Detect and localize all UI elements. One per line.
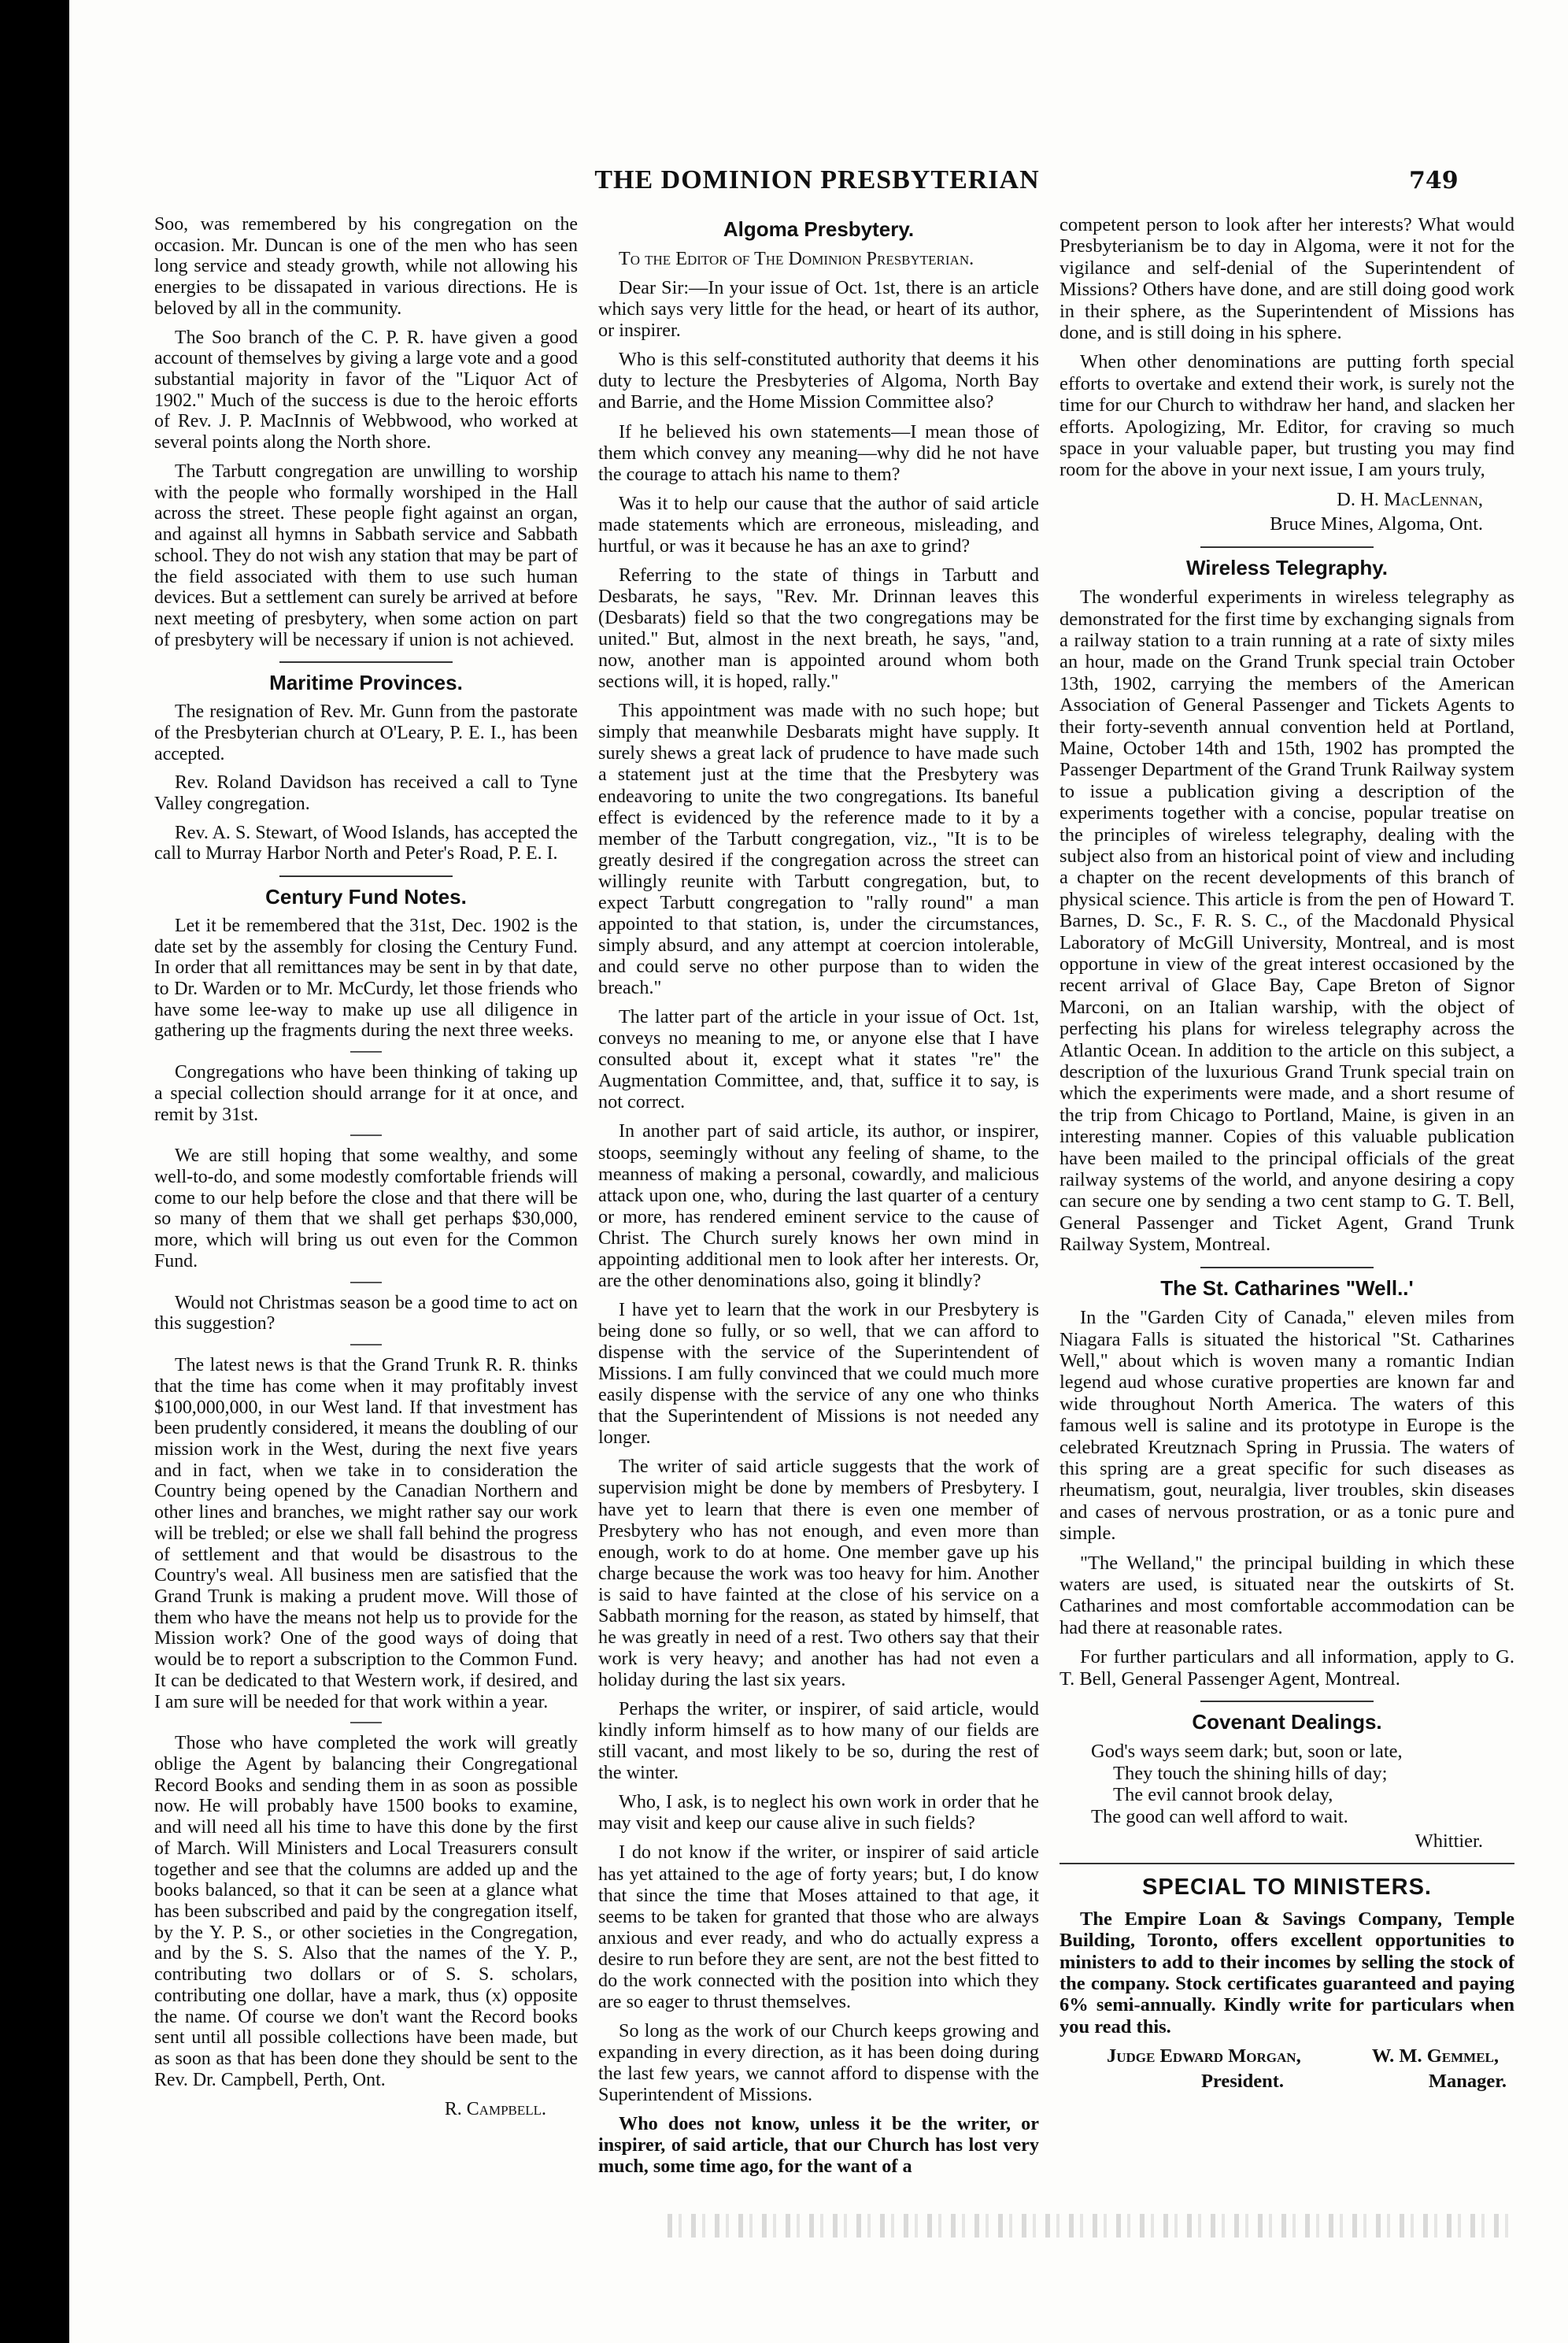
scan-noise: [668, 2214, 1510, 2238]
section-heading: SPECIAL TO MINISTERS.: [1142, 1875, 1432, 1901]
paragraph: The wonderful experiments in wireless telegraphy as demonstrated for the first time by exchanging signals from a railway station to a train running at a rate of sixty miles an hour, made on the Grand Trunk special train October 13th, 1902, carrying the members of the American Association of General Passenger and Tickets Agents to their forty-seventh annual convention held at Portland, Maine, October 14th and 15th, 1902 has prompted the Passenger Department of the Grand Trunk Railway system to issue a publication giving a description of the experiments together with a concise, popular treatise on the principles of wireless telegraphy, dealing with the subject also from an historical point of view and including a chapter on the recent developments of this branch of physical science. This article is from the pen of Howard T. Barnes, D. Sc., F. R. S. C., of the Macdonald Physical Laboratory of McGill University, Montreal, and is most opportune in view of the great interest occasioned by the recent arrival of Glace Bay, Cape Breton of Signor Marconi, on an Italian warship, with the object of perfecting his plans for wireless telegraphy across the Atlantic Ocean. In addition to the article on this subject, a description of the luxurious Grand Trunk special train on which the experiments were made, and a short resume of the trip from Chicago to Portland, Maine, is given in an interesting manner. Copies of this valuable publication have been mailed to the principal officials of the great railway systems of the world, and anyone desiring a copy can secure one by sending a two cent stamp to G. T. Bell, General Passenger and Ticket Agent, Grand Trunk Railway System, Montreal.: [1060, 587, 1514, 1256]
paragraph: Perhaps the writer, or inspirer, of said article, would kindly inform himself as to how many of our fields are still vacant, and most likely to be so, during the rest of the winter.: [598, 1698, 1039, 1784]
separator: [350, 1344, 382, 1345]
column-2: [598, 214, 1039, 2185]
paragraph: For further particulars and all information, apply to G. T. Bell, General Passenger Agent, Montreal.: [1060, 1646, 1514, 1690]
letter-place: Bruce Mines, Algoma, Ont.: [1270, 513, 1483, 535]
paragraph: I do not know if the writer, or inspirer of said article has yet attained to the age of forty years; but, I do know that since the time that Moses attained to that age, it seems to be taken for granted that those who are always anxious and ever ready, and who do actually express a desire to run before they are sent, are not the best fitted to do the work connected with the position into which they are so eager to thrust themselves.: [598, 1841, 1039, 2012]
poem-line: God's ways seem dark; but, soon or late,: [1091, 1741, 1403, 1763]
salutation: To the Editor of The Dominion Presbyterian.: [619, 248, 974, 270]
section-heading: Century Fund Notes.: [265, 885, 467, 909]
separator: [350, 1134, 382, 1136]
section-heading: Algoma Presbytery.: [723, 217, 915, 241]
paragraph: Referring to the state of things in Tarbutt and Desbarats, he says, "Rev. Mr. Drinnan leaves this (Desbarats) field so that the two congregations may be united." But, almost in the next breath, he says, "and, now, another man is appointed around whom both sections will, it is hoped, rally.": [598, 564, 1039, 693]
paragraph: Rev. A. S. Stewart, of Wood Islands, has accepted the call to Murray Harbor North and Peter's Road, P. E. I.: [154, 822, 578, 864]
section-rule: [1200, 1267, 1374, 1268]
paragraph: The resignation of Rev. Mr. Gunn from the pastorate of the Presbyterian church at O'Leary, P. E. I., has been accepted.: [154, 701, 578, 764]
paragraph: The Tarbutt congregation are unwilling to worship with the people who formally worshiped in the Hall across the street. These people fight against an organ, and against all hymns in Sabbath service and Sabbath school. They do not wish any station that may be part of the field associated with them to use such human devices. But a settlement can surely be arrived at before next meeting of presbytery, when some action on part of presbytery will be necessary if union is not achieved.: [154, 461, 578, 650]
section-heading: Covenant Dealings.: [1192, 1710, 1382, 1734]
letter-signature: D. H. MacLennan,: [1337, 488, 1483, 510]
paragraph: When other denominations are putting forth special efforts to overtake and extend their work, is surely not the time for our Church to withdraw her hand, and slacken her efforts. Apologizing, Mr. Editor, for craving so much space in your valuable paper, but trusting you may find room for the above in your next issue, I am yours truly,: [1060, 351, 1514, 481]
section-rule: [279, 661, 453, 663]
paragraph: Soo, was remembered by his congregation on the occasion. Mr. Duncan is one of the men who has seen long service and steady growth, while not allowing his energies to be dissapated in various directions. He is beloved by all in the community.: [154, 214, 578, 319]
paragraph: This appointment was made with no such hope; but simply that meanwhile Desbarats might have supply. It surely shews a great lack of prudence to have made such a statement just at the time that the Presbytery was endeavoring to unite the two congregations. Its baneful effect is evidenced by the reference made to it by a member of the Tarbutt congregation, viz., "It is to be greatly desired if the congregation across the street can willingly reunite with Tarbutt congregation, but, to expect Tarbutt congregation to "rally round" a man appointed to that station, is, under the circumstances, simply absurd, and any attempt at coercion intolerable, and could serve no other purpose than to widen the breach.": [598, 700, 1039, 999]
signature: R. Campbell.: [444, 2098, 546, 2119]
paragraph: Who is this self-constituted authority that deems it his duty to lecture the Presbyteries of Algoma, North Bay and Barrie, and the Home Mission Committee also?: [598, 349, 1039, 413]
poem-line: The evil cannot brook delay,: [1113, 1784, 1333, 1806]
paragraph: In the "Garden City of Canada," eleven miles from Niagara Falls is situated the historical "St. Catharines Well," about which is woven many a romantic Indian legend aud whose curative properties are known far and wide throughout North America. The waters of this famous well is saline and its prototype in Europe is the celebrated Kreutznach Spring in Prussia. The waters of this spring are a great specific for such diseases as rheumatism, gout, neuralgia, liver troubles, skin diseases and cases of nervous prostration, or as a tonic pure and simple.: [1060, 1307, 1514, 1545]
paragraph: competent person to look after her interests? What would Presbyterianism be to day in Algoma, were it not for the vigilance and self-denial of the Superintendent of Missions? Others have done, and are still doing good work in their sphere, as the Superintendent of Missions has done, and is still doing in his sphere.: [1060, 214, 1514, 344]
signatory-title: Manager.: [1428, 2070, 1507, 2092]
running-title: THE DOMINION PRESBYTERIAN: [594, 165, 1040, 194]
poem-line: The good can well afford to wait.: [1091, 1805, 1348, 1827]
paragraph: "The Welland," the principal building in which these waters are used, is situated near the outskirts of St. Catharines and most comfortable accommodation can be had there at reasonable rates.: [1060, 1552, 1514, 1638]
scan-edge: [0, 0, 69, 2343]
column-3: [1060, 214, 1514, 2092]
paragraph: The latter part of the article in your issue of Oct. 1st, conveys no meaning to me, or anyone else that I have consulted about it, except what it states "re" the Augmentation Committee, and, that, suffice it to say, is not correct.: [598, 1006, 1039, 1113]
paragraph: Congregations who have been thinking of taking up a special collection should arrange for it at once, and remit by 31st.: [154, 1062, 578, 1125]
paragraph: Let it be remembered that the 31st, Dec. 1902 is the date set by the assembly for closing the Century Fund. In order that all remittances may be sent in by that date, to Dr. Warden or to Mr. McCurdy, let those friends who have some lee-way to make up use all diligence in gathering up the fragments during the next three weeks.: [154, 915, 578, 1042]
signatory-name: Judge Edward Morgan,: [1107, 2045, 1301, 2067]
section-rule: [1200, 1701, 1374, 1702]
paragraph: Who does not know, unless it be the writer, or inspirer, of said article, that our Church has lost very much, some time ago, for the want of a: [598, 2113, 1039, 2178]
paragraph: Rev. Roland Davidson has received a call to Tyne Valley congregation.: [154, 772, 578, 814]
signatories: [1060, 2045, 1514, 2067]
section-heading: Wireless Telegraphy.: [1185, 555, 1388, 579]
section-heading: Maritime Provinces.: [269, 671, 463, 695]
section-rule: [279, 875, 453, 877]
paragraph: So long as the work of our Church keeps growing and expanding in every direction, as it has been doing during the last few years, we cannot afford to dispense with the Superintendent of Missions.: [598, 2019, 1039, 2106]
paragraph: Who, I ask, is to neglect his own work in order that he may visit and keep our cause alive in such fields?: [598, 1791, 1039, 1834]
separator: [350, 1051, 382, 1053]
paragraph: The latest news is that the Grand Trunk R. R. thinks that the time has come when it may profitably invest $100,000,000, in our West land. If that investment has been prudently considered, it means the doubling of our mission work in the West, during the next five years and in fact, when we take in to consideration the Country being opened by the Canadian Northern and other lines and branches, we might rather say our work will be trebled; or else we shall fall behind the progress of settlement and that would be disastrous to the Country's weal. All business men are satisfied that the Grand Trunk is making a prudent move. Will those of them who have the means not help us to provide for the Mission work? One of the good ways of doing that would be to report a subscription to the Common Fund. It can be dedicated to that Western work, if desired, and I am sure will be needed for that work within a year.: [154, 1355, 578, 1712]
paragraph: I have yet to learn that the work in our Presbytery is being done so fully, or so well, that we can afford to dispense with the service of the Superintendent of Missions. I am fully convinced that we could much more easily dispense with the service of any one who thinks that the Superintendent of Missions is not needed any longer.: [598, 1298, 1039, 1449]
paragraph: Would not Christmas season be a good time to act on this suggestion?: [154, 1292, 578, 1334]
paragraph: Dear Sir:—In your issue of Oct. 1st, there is an article which says very little for the head, or heart of its author, or inspirer.: [598, 277, 1039, 342]
paragraph: The Soo branch of the C. P. R. have given a good account of themselves by giving a large vote and a good substantial majority in favor of the "Liquor Act of 1902." Much of the success is due to the heroic efforts of Rev. J. P. MacInnis of Webbwood, who worked at several points along the North shore.: [154, 327, 578, 453]
column-1: [154, 214, 578, 2119]
signatory-name: W. M. Gemmel,: [1371, 2045, 1499, 2067]
section-rule: [1060, 1863, 1514, 1864]
paragraph: We are still hoping that some wealthy, and some well-to-do, and some modestly comfortable friends will come to our help before the close and that there will be so many of them that we shall get perhaps $30,000, more, which will bring us out even for the Common Fund.: [154, 1146, 578, 1271]
poem: [1091, 1741, 1514, 1827]
separator: [350, 1722, 382, 1723]
section-heading: The St. Catharines "Well..': [1160, 1275, 1414, 1300]
paragraph: If he believed his own statements—I mean those of them which convey any meaning—why did he not have the courage to attach his name to them?: [598, 420, 1039, 485]
paragraph: Those who have completed the work will greatly oblige the Agent by balancing their Congregational Record Books and sending them in as soon as possible now. He will probably have 1500 books to examine, and will need all his time to have this done by the first of March. Will Ministers and Local Treasurers consult together and see that the columns are added up and the books balanced, so that it can be seen at a glance what has been subscribed and paid by the congregation itself, by the Y. P. S., or other societies in the Congregation, and by the S. S. Also that the names of the Y. P., contributing two dollars or of S. S. scholars, contributing one dollar, have a mark, thus (x) opposite the name. Of course we don't want the Record books sent until all possible collections have been made, but as soon as that has been done they should be sent to the Rev. Dr. Campbell, Perth, Ont.: [154, 1733, 578, 2090]
section-rule: [1200, 546, 1374, 548]
paragraph: In another part of said article, its author, or inspirer, stoops, seemingly without any feeling of shame, to the meanness of making a personal, cowardly, and malicious attack upon one, who, during the last quarter of a century or more, has rendered eminent service to the cause of Christ. The Church surely knows her own mind in appointing additional men to look after her interests. Or, are the other denominations also, going it blindly?: [598, 1120, 1039, 1291]
signatory-title: President.: [1201, 2070, 1285, 2092]
paragraph: The Empire Loan & Savings Company, Temple Building, Toronto, offers excellent opportunities to ministers to add to their incomes by selling the stock of the company. Stock certificates guaranteed and paying 6% semi-annually. Kindly write for particulars when you read this.: [1060, 1908, 1514, 2038]
poem-author: Whittier.: [1415, 1830, 1483, 1853]
newspaper-page: [69, 0, 1568, 2343]
poem-line: They touch the shining hills of day;: [1113, 1762, 1388, 1784]
page-number: 749: [1409, 167, 1459, 194]
signatory-titles: [1060, 2067, 1514, 2092]
paragraph: The writer of said article suggests that the work of supervision might be done by members of Presbytery. I have yet to learn that there is even one member of Presbytery who has not enough, and even more than enough, work to do at home. One member gave up his charge because the work was too heavy for him. Another is said to have fainted at the close of his service on a Sabbath morning for the reason, as stated by himself, that he was greatly in need of a rest. Two others say that their work is very heavy; and another has had not even a holiday during the last six years.: [598, 1456, 1039, 1690]
separator: [350, 1282, 382, 1283]
paragraph: Was it to help our cause that the author of said article made statements which are erroneous, misleading, and hurtful, or was it because he has an axe to grind?: [598, 492, 1039, 557]
